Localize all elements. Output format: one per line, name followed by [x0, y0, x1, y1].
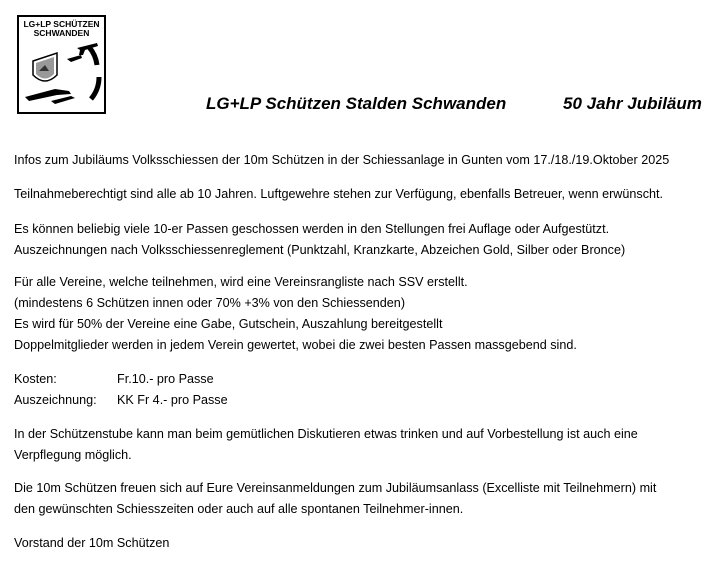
- cost-value: Fr.10.- pro Passe: [117, 372, 214, 386]
- club-title: LG+LP Schützen Stalden Schwanden: [206, 94, 507, 113]
- catering-paragraph: [14, 424, 718, 466]
- jubilee-title: 50 Jahr Jubiläum: [563, 94, 702, 113]
- registration-paragraph: [14, 478, 718, 520]
- logo-line-2: SCHWANDEN: [33, 28, 90, 38]
- shooting-rules-line: Es können beliebig viele 10-er Passen geschossen werden in den Stellungen frei Auflage oder Aufgestützt.: [14, 222, 610, 236]
- shooting-rules-paragraph: [14, 219, 718, 261]
- catering-line-2: Verpflegung möglich.: [14, 448, 132, 462]
- registration-line-1: Die 10m Schützen freuen sich auf Eure Vereinsanmeldungen zum Jubiläumsanlass (Excelliste mit Teilnehmern) mit: [14, 481, 657, 495]
- awards-rules-line: Auszeichnungen nach Volksschiessenreglement (Punktzahl, Kranzkarte, Abzeichen Gold, Silber oder Bronce): [14, 243, 626, 257]
- club-ranking-paragraph: [14, 272, 718, 356]
- award-row: [14, 390, 718, 411]
- signature-paragraph: [14, 533, 718, 554]
- catering-line-1: In der Schützenstube kann man beim gemütlichen Diskutieren etwas trinken und auf Vorbestellung ist auch eine: [14, 427, 638, 441]
- fees-section: [14, 369, 718, 411]
- double-members-line: Doppelmitglieder werden in jedem Verein gewertet, wobei die zwei besten Passen massgebend sind.: [14, 338, 577, 352]
- signature: Vorstand der 10m Schützen: [14, 536, 170, 550]
- eligibility-paragraph: [14, 184, 718, 205]
- logo-line-1: LG+LP SCHÜTZEN: [23, 19, 100, 29]
- cost-row: [14, 369, 718, 390]
- event-info-line: Infos zum Jubiläums Volksschiessen der 10m Schützen in der Schiessanlage in Gunten vom 17./18./19.Oktober 2025: [14, 153, 670, 167]
- prize-line: Es wird für 50% der Vereine eine Gabe, Gutschein, Auszahlung bereitgestellt: [14, 317, 443, 331]
- club-logo: [17, 15, 106, 114]
- event-info-paragraph: [14, 150, 718, 171]
- eligibility-line: Teilnahmeberechtigt sind alle ab 10 Jahren. Luftgewehre stehen zur Verfügung, ebenfalls Betreuer, wenn erwünscht.: [14, 187, 663, 201]
- award-label: Auszeichnung:: [14, 393, 97, 407]
- ranking-line: Für alle Vereine, welche teilnehmen, wird eine Vereinsrangliste nach SSV erstellt.: [14, 275, 468, 289]
- award-value: KK Fr 4.- pro Passe: [117, 393, 228, 407]
- ranking-condition-line: (mindestens 6 Schützen innen oder 70% +3% von den Schiessenden): [14, 296, 406, 310]
- registration-line-2: den gewünschten Schiesszeiten oder auch auf alle spontanen Teilnehmer-innen.: [14, 502, 464, 516]
- cost-label: Kosten:: [14, 372, 57, 386]
- logo-text: [19, 20, 104, 38]
